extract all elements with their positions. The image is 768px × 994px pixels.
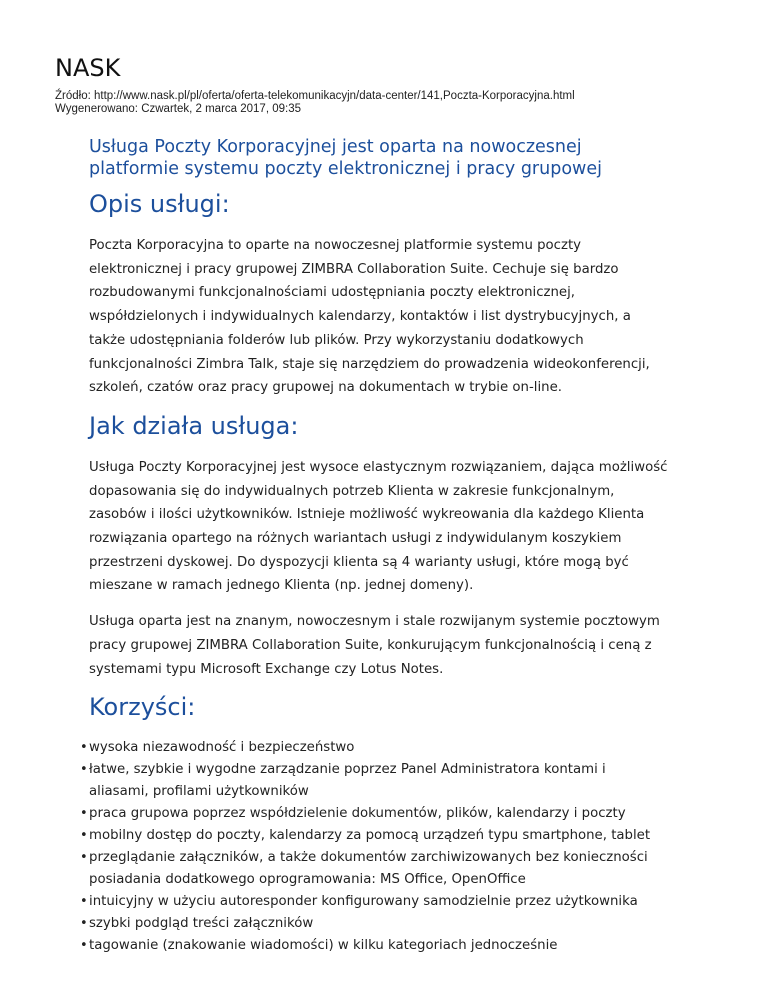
bullet-icon: • (80, 762, 88, 778)
bullet-icon: • (80, 916, 88, 932)
lead-heading (89, 136, 689, 180)
bullet-icon: • (80, 740, 88, 756)
text-line: funkcjonalności Zimbra Talk, staje się narzędziem do prowadzenia wideokonferencji, (89, 356, 650, 372)
benefits-list (80, 737, 689, 957)
list-item-text: aliasami, profilami użytkowników (89, 784, 309, 800)
list-item (80, 759, 689, 803)
text-line: elektronicznej i pracy grupowej ZIMBRA Collaboration Suite. Cechuje się bardzo (89, 261, 619, 277)
list-item-text: intuicyjny w użyciu autoresponder konfigurowany samodzielnie przez użytkownika (89, 894, 638, 910)
lead-line: platformie systemu poczty elektronicznej i pracy grupowej (89, 159, 602, 179)
bullet-icon: • (80, 850, 88, 866)
lead-line: Usługa Poczty Korporacyjnej jest oparta na nowoczesnej (89, 137, 582, 157)
list-item (80, 825, 689, 847)
site-name: NASK (55, 54, 121, 82)
text-line: także udostępniania folderów lub plików. Przy wykorzystaniu dodatkowych (89, 332, 584, 348)
text-line: szkoleń, czatów oraz pracy grupowej na dokumentach w trybie on-line. (89, 380, 562, 396)
list-item (80, 891, 689, 913)
text-line: systemami typu Microsoft Exchange czy Lotus Notes. (89, 661, 444, 677)
text-line: Usługa oparta jest na znanym, nowoczesnym i stale rozwijanym systemie pocztowym (89, 614, 660, 630)
text-line: Poczta Korporacyjna to oparte na nowoczesnej platformie systemu poczty (89, 238, 582, 253)
list-item-text: posiadania dodatkowego oprogramowania: MS Office, OpenOffice (89, 872, 526, 888)
list-item (80, 935, 689, 957)
bullet-icon: • (80, 938, 88, 954)
list-item-text: mobilny dostęp do poczty, kalendarzy za pomocą urządzeń typu smartphone, tablet (89, 828, 651, 844)
text-line: pracy grupowej ZIMBRA Collaboration Suite, konkurującym funkcjonalnością i ceną z (89, 637, 652, 653)
how-it-works-paragraph-1 (89, 456, 689, 598)
text-line: rozwiązania opartego na różnych wariantach usługi z indywidulanym koszykiem (89, 531, 622, 547)
list-item-text: szybki podgląd treści załączników (89, 916, 314, 932)
generated-line: Wygenerowano: Czwartek, 2 marca 2017, 09:35 (55, 103, 301, 115)
how-it-works-paragraph-2 (89, 610, 689, 681)
list-item-text: tagowanie (znakowanie wiadomości) w kilku kategoriach jednocześnie (89, 938, 558, 954)
list-item-text: wysoka niezawodność i bezpieczeństwo (89, 740, 355, 756)
document-meta (55, 90, 575, 116)
section-title-benefits: Korzyści: (89, 693, 196, 722)
bullet-icon: • (80, 894, 88, 910)
text-line: przestrzeni dyskowej. Do dyspozycji klienta są 4 warianty usługi, które mogą być (89, 554, 629, 570)
list-item (80, 847, 689, 891)
section-title-how-it-works: Jak działa usługa: (89, 411, 299, 440)
text-line: współdzielonych i indywidualnych kalendarzy, kontaktów i list dystrybucyjnych, a (89, 309, 631, 325)
list-item (80, 803, 689, 825)
list-item (80, 737, 689, 759)
text-line: zasobów i ilości użytkowników. Istnieje możliwość wykreowania dla każdego Klienta (89, 507, 645, 523)
list-item-text: praca grupowa poprzez współdzielenie dokumentów, plików, kalendarzy i poczty (89, 806, 626, 822)
list-item-text: łatwe, szybkie i wygodne zarządzanie poprzez Panel Administratora kontami i (89, 762, 606, 778)
description-paragraph (89, 234, 689, 400)
bullet-icon: • (80, 828, 88, 844)
list-item-text: przeglądanie załączników, a także dokumentów zarchiwizowanych bez konieczności (89, 850, 648, 866)
text-line: mieszane w ramach jednego Klienta (np. jednej domeny). (89, 578, 474, 594)
source-line: Źródło: http://www.nask.pl/pl/oferta/oferta-telekomunikacyjn/data-center/141,Poczta-Korporacyjna.html (55, 90, 575, 102)
bullet-icon: • (80, 806, 88, 822)
text-line: Usługa Poczty Korporacyjnej jest wysoce elastycznym rozwiązaniem, dająca możliwość (89, 459, 668, 475)
list-item (80, 913, 689, 935)
text-line: dopasowania się do indywidualnych potrzeb Klienta w zakresie funkcjonalnym, (89, 483, 615, 499)
section-title-description: Opis usługi: (89, 190, 230, 218)
text-line: rozbudowanymi funkcjonalnościami udostępniania poczty elektronicznej, (89, 285, 576, 301)
article-content (80, 136, 689, 957)
